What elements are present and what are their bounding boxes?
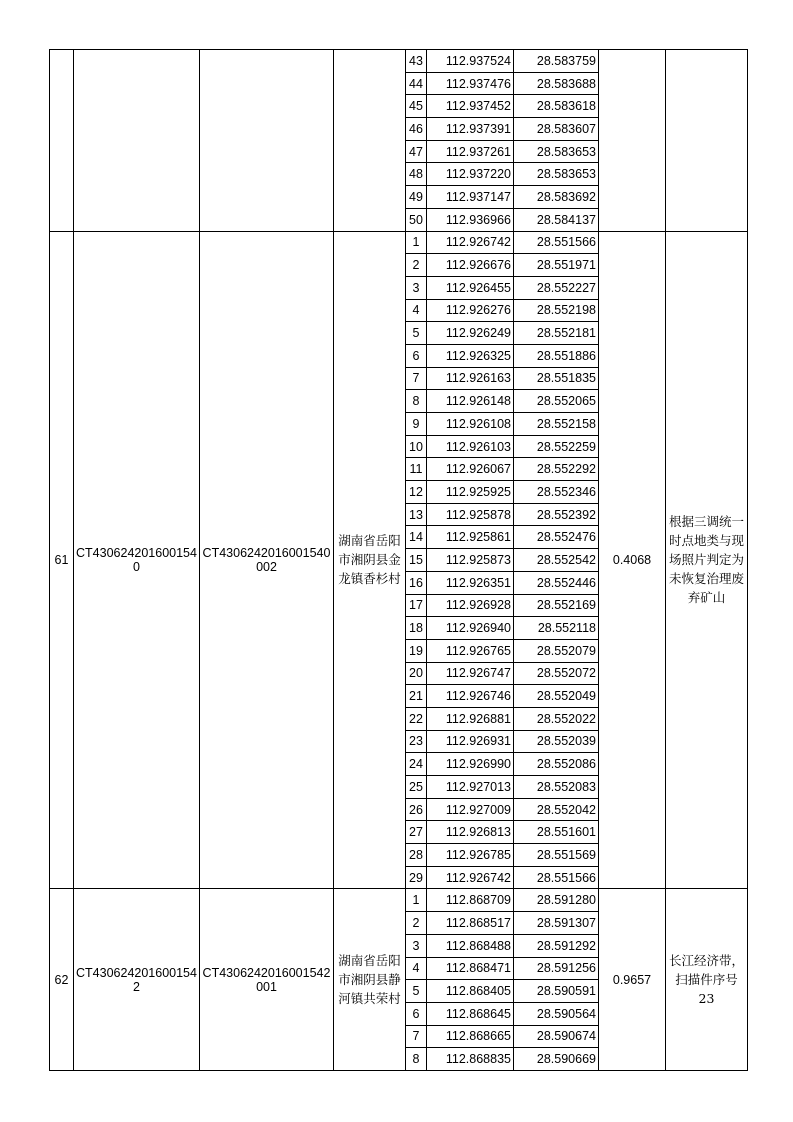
longitude: 112.868835	[427, 1048, 514, 1071]
latitude: 28.583618	[514, 95, 599, 118]
longitude: 112.927009	[427, 798, 514, 821]
latitude: 28.551566	[514, 231, 599, 254]
point-index: 2	[406, 254, 427, 277]
point-index: 19	[406, 639, 427, 662]
longitude: 112.926325	[427, 344, 514, 367]
longitude: 112.926747	[427, 662, 514, 685]
longitude: 112.868405	[427, 980, 514, 1003]
point-index: 15	[406, 549, 427, 572]
latitude: 28.552198	[514, 299, 599, 322]
point-index: 28	[406, 844, 427, 867]
point-index: 48	[406, 163, 427, 186]
longitude: 112.926746	[427, 685, 514, 708]
longitude: 112.926742	[427, 231, 514, 254]
point-index: 24	[406, 753, 427, 776]
point-index: 49	[406, 186, 427, 209]
latitude: 28.552042	[514, 798, 599, 821]
longitude: 112.937147	[427, 186, 514, 209]
latitude: 28.590564	[514, 1002, 599, 1025]
point-index: 25	[406, 776, 427, 799]
point-index: 3	[406, 934, 427, 957]
longitude: 112.926108	[427, 413, 514, 436]
latitude: 28.552169	[514, 594, 599, 617]
remark: 长江经济带，扫描件序号 23	[666, 889, 748, 1071]
latitude: 28.552022	[514, 707, 599, 730]
point-index: 11	[406, 458, 427, 481]
project-code	[74, 50, 200, 232]
latitude: 28.551569	[514, 844, 599, 867]
latitude: 28.552476	[514, 526, 599, 549]
longitude: 112.937220	[427, 163, 514, 186]
longitude: 112.926676	[427, 254, 514, 277]
point-index: 23	[406, 730, 427, 753]
longitude: 112.925925	[427, 481, 514, 504]
latitude: 28.552542	[514, 549, 599, 572]
latitude: 28.590674	[514, 1025, 599, 1048]
latitude: 28.552049	[514, 685, 599, 708]
plot-id: CT4306242016001542001	[200, 889, 334, 1071]
latitude: 28.583607	[514, 118, 599, 141]
longitude: 112.926765	[427, 639, 514, 662]
latitude: 28.591280	[514, 889, 599, 912]
latitude: 28.591256	[514, 957, 599, 980]
latitude: 28.552065	[514, 390, 599, 413]
latitude: 28.552118	[514, 617, 599, 640]
point-index: 6	[406, 344, 427, 367]
point-index: 1	[406, 231, 427, 254]
latitude: 28.552072	[514, 662, 599, 685]
latitude: 28.591292	[514, 934, 599, 957]
point-index: 20	[406, 662, 427, 685]
location	[334, 50, 406, 232]
longitude: 112.926881	[427, 707, 514, 730]
longitude: 112.926990	[427, 753, 514, 776]
longitude: 112.868645	[427, 1002, 514, 1025]
latitude: 28.583759	[514, 50, 599, 73]
table-row	[50, 889, 748, 912]
latitude: 28.551886	[514, 344, 599, 367]
longitude: 112.925861	[427, 526, 514, 549]
latitude: 28.552083	[514, 776, 599, 799]
point-index: 8	[406, 1048, 427, 1071]
longitude: 112.926785	[427, 844, 514, 867]
point-index: 7	[406, 1025, 427, 1048]
point-index: 12	[406, 481, 427, 504]
remark: 根据三调统一时点地类与现场照片判定为未恢复治理废弃矿山	[666, 231, 748, 889]
point-index: 26	[406, 798, 427, 821]
point-index: 5	[406, 322, 427, 345]
longitude: 112.926163	[427, 367, 514, 390]
latitude: 28.551566	[514, 866, 599, 889]
remark	[666, 50, 748, 232]
longitude: 112.868517	[427, 912, 514, 935]
longitude: 112.926351	[427, 571, 514, 594]
longitude: 112.926103	[427, 435, 514, 458]
longitude: 112.926928	[427, 594, 514, 617]
point-index: 4	[406, 957, 427, 980]
longitude: 112.926067	[427, 458, 514, 481]
point-index: 47	[406, 140, 427, 163]
point-index: 17	[406, 594, 427, 617]
point-index: 5	[406, 980, 427, 1003]
record-number	[50, 50, 74, 232]
longitude: 112.936966	[427, 208, 514, 231]
point-index: 2	[406, 912, 427, 935]
record-number: 62	[50, 889, 74, 1071]
longitude: 112.937524	[427, 50, 514, 73]
latitude: 28.583692	[514, 186, 599, 209]
point-index: 13	[406, 503, 427, 526]
longitude: 112.937261	[427, 140, 514, 163]
point-index: 50	[406, 208, 427, 231]
longitude: 112.927013	[427, 776, 514, 799]
longitude: 112.868488	[427, 934, 514, 957]
area-value	[599, 50, 666, 232]
plot-id	[200, 50, 334, 232]
longitude: 112.937391	[427, 118, 514, 141]
longitude: 112.926455	[427, 276, 514, 299]
point-index: 43	[406, 50, 427, 73]
latitude: 28.583688	[514, 72, 599, 95]
point-index: 18	[406, 617, 427, 640]
latitude: 28.591307	[514, 912, 599, 935]
longitude: 112.868709	[427, 889, 514, 912]
point-index: 1	[406, 889, 427, 912]
latitude: 28.583653	[514, 163, 599, 186]
mine-coordinate-table	[49, 49, 748, 1071]
longitude: 112.926813	[427, 821, 514, 844]
point-index: 29	[406, 866, 427, 889]
project-code: CT4306242016001542	[74, 889, 200, 1071]
latitude: 28.552446	[514, 571, 599, 594]
latitude: 28.584137	[514, 208, 599, 231]
location: 湖南省岳阳市湘阴县静河镇共荣村	[334, 889, 406, 1071]
table-row	[50, 50, 748, 73]
latitude: 28.552181	[514, 322, 599, 345]
point-index: 21	[406, 685, 427, 708]
longitude: 112.926276	[427, 299, 514, 322]
point-index: 6	[406, 1002, 427, 1025]
table-row	[50, 231, 748, 254]
latitude: 28.551835	[514, 367, 599, 390]
point-index: 10	[406, 435, 427, 458]
latitude: 28.552086	[514, 753, 599, 776]
point-index: 7	[406, 367, 427, 390]
latitude: 28.552346	[514, 481, 599, 504]
longitude: 112.925873	[427, 549, 514, 572]
point-index: 14	[406, 526, 427, 549]
point-index: 45	[406, 95, 427, 118]
longitude: 112.926742	[427, 866, 514, 889]
latitude: 28.552079	[514, 639, 599, 662]
latitude: 28.590669	[514, 1048, 599, 1071]
longitude: 112.937476	[427, 72, 514, 95]
point-index: 3	[406, 276, 427, 299]
point-index: 16	[406, 571, 427, 594]
point-index: 44	[406, 72, 427, 95]
latitude: 28.551601	[514, 821, 599, 844]
longitude: 112.868471	[427, 957, 514, 980]
longitude: 112.937452	[427, 95, 514, 118]
plot-id: CT4306242016001540002	[200, 231, 334, 889]
latitude: 28.552158	[514, 413, 599, 436]
point-index: 22	[406, 707, 427, 730]
longitude: 112.926148	[427, 390, 514, 413]
area-value: 0.9657	[599, 889, 666, 1071]
longitude: 112.926249	[427, 322, 514, 345]
latitude: 28.583653	[514, 140, 599, 163]
record-number: 61	[50, 231, 74, 889]
point-index: 8	[406, 390, 427, 413]
point-index: 27	[406, 821, 427, 844]
point-index: 46	[406, 118, 427, 141]
latitude: 28.551971	[514, 254, 599, 277]
location: 湖南省岳阳市湘阴县金龙镇香杉村	[334, 231, 406, 889]
point-index: 4	[406, 299, 427, 322]
longitude: 112.926940	[427, 617, 514, 640]
latitude: 28.552292	[514, 458, 599, 481]
latitude: 28.552227	[514, 276, 599, 299]
latitude: 28.552392	[514, 503, 599, 526]
latitude: 28.552039	[514, 730, 599, 753]
latitude: 28.590591	[514, 980, 599, 1003]
latitude: 28.552259	[514, 435, 599, 458]
area-value: 0.4068	[599, 231, 666, 889]
point-index: 9	[406, 413, 427, 436]
longitude: 112.925878	[427, 503, 514, 526]
longitude: 112.926931	[427, 730, 514, 753]
longitude: 112.868665	[427, 1025, 514, 1048]
project-code: CT4306242016001540	[74, 231, 200, 889]
